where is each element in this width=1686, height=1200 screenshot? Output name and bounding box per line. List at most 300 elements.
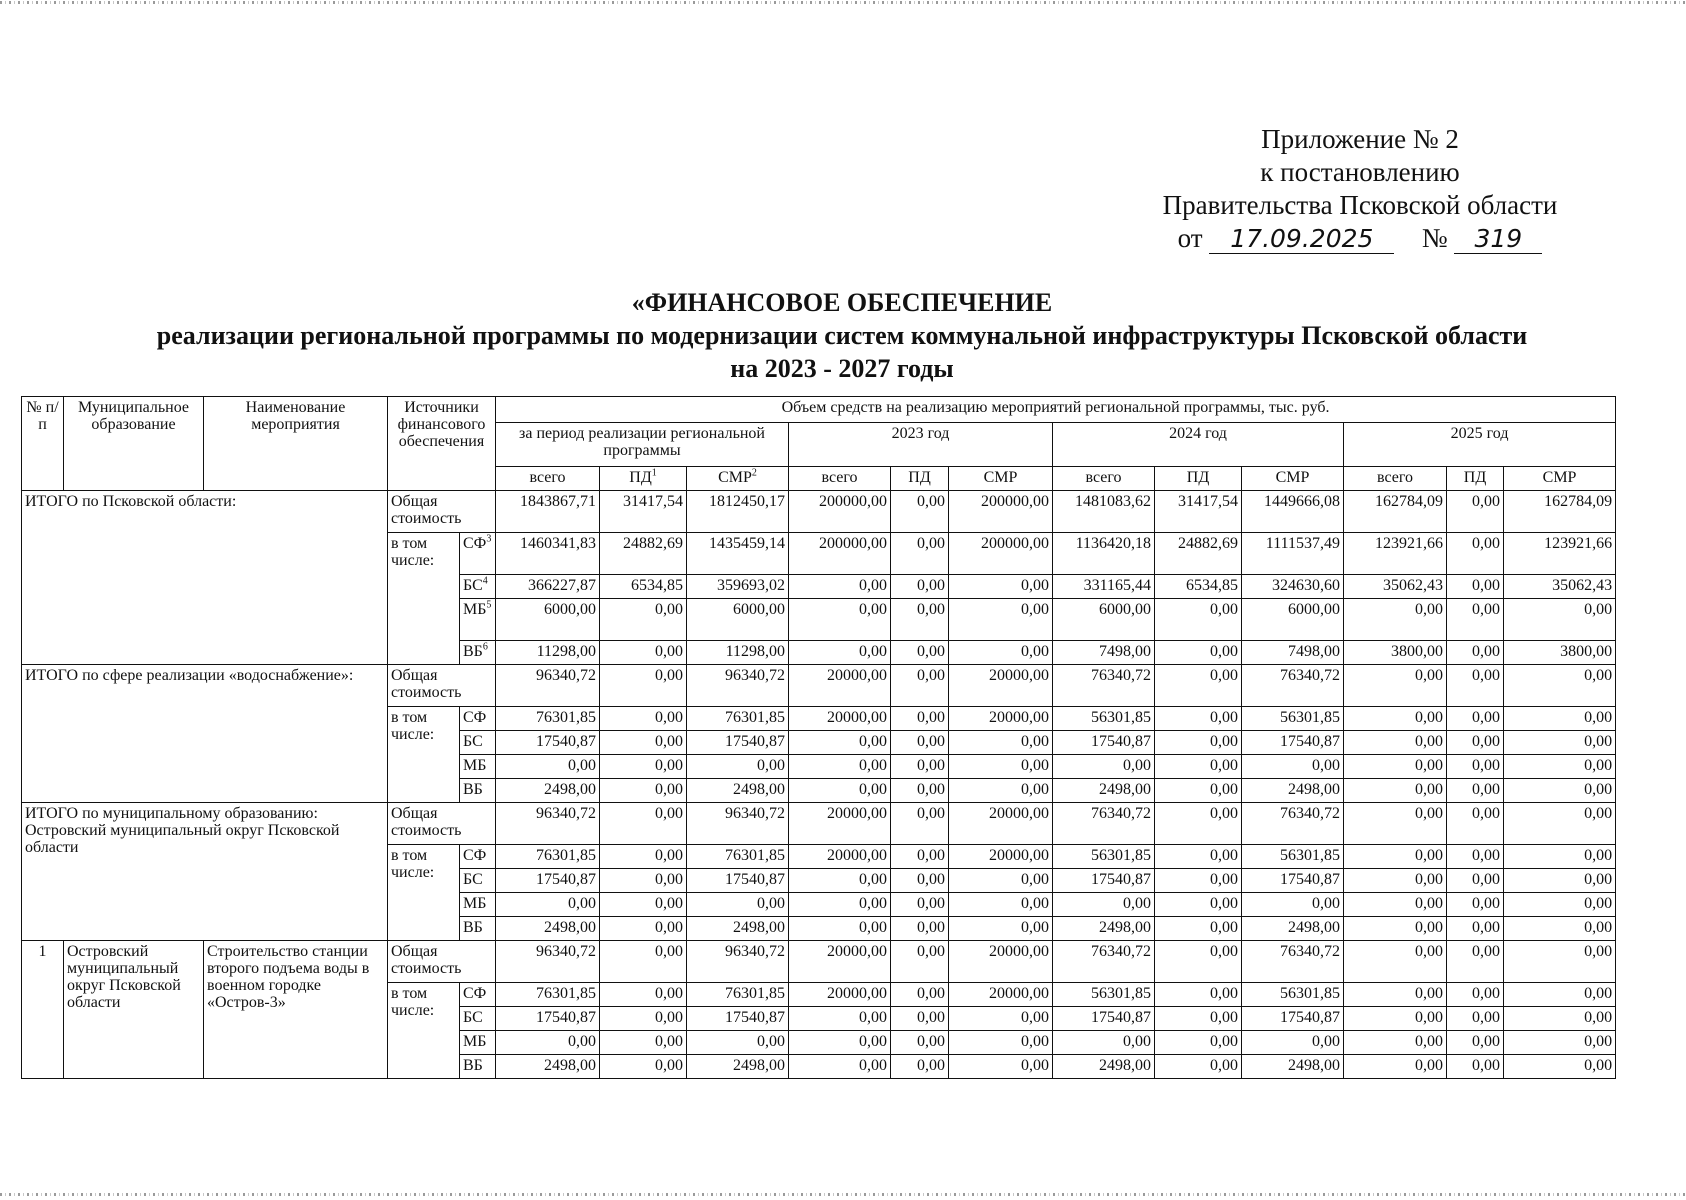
- value-cell: 76301,85: [496, 845, 600, 869]
- value-cell: 0,00: [1155, 803, 1242, 845]
- value-cell: 76340,72: [1242, 803, 1344, 845]
- value-cell: 0,00: [1504, 869, 1616, 893]
- value-cell: 0,00: [600, 803, 687, 845]
- value-cell: 0,00: [1504, 893, 1616, 917]
- value-cell: 7498,00: [1242, 641, 1344, 665]
- value-cell: 0,00: [1504, 599, 1616, 641]
- value-cell: 0,00: [1155, 1007, 1242, 1031]
- value-cell: 0,00: [600, 983, 687, 1007]
- value-cell: 0,00: [1447, 641, 1504, 665]
- value-cell: 0,00: [600, 917, 687, 941]
- header-2023-total: всего: [789, 467, 891, 491]
- value-cell: 76340,72: [1053, 665, 1155, 707]
- source-code: [460, 707, 496, 731]
- value-cell: 0,00: [789, 641, 891, 665]
- value-cell: 0,00: [891, 845, 949, 869]
- value-cell: 0,00: [1053, 755, 1155, 779]
- value-cell: 3800,00: [1504, 641, 1616, 665]
- footnote-marker: 4: [482, 575, 488, 587]
- value-cell: 20000,00: [789, 803, 891, 845]
- value-cell: 0,00: [600, 641, 687, 665]
- including-label: в том числе:: [388, 533, 460, 665]
- value-cell: 0,00: [891, 665, 949, 707]
- source-code: [460, 731, 496, 755]
- value-cell: 0,00: [1344, 1055, 1447, 1079]
- value-cell: 0,00: [1344, 941, 1447, 983]
- header-2025-smr: СМР: [1504, 467, 1616, 491]
- value-cell: 56301,85: [1053, 983, 1155, 1007]
- value-cell: 2498,00: [687, 917, 789, 941]
- scan-edge-bottom: [0, 1193, 1686, 1196]
- value-cell: 0,00: [1344, 755, 1447, 779]
- value-cell: 1812450,17: [687, 491, 789, 533]
- value-cell: 0,00: [891, 599, 949, 641]
- value-cell: 0,00: [1504, 707, 1616, 731]
- value-cell: 0,00: [600, 665, 687, 707]
- source-code: [460, 755, 496, 779]
- value-cell: 0,00: [891, 917, 949, 941]
- value-cell: 0,00: [1447, 1055, 1504, 1079]
- header-2024-smr: СМР: [1242, 467, 1344, 491]
- header-activity: Наименование мероприятия: [204, 397, 388, 491]
- value-cell: 0,00: [949, 731, 1053, 755]
- value-cell: 6000,00: [1242, 599, 1344, 641]
- value-cell: 0,00: [1504, 1055, 1616, 1079]
- section-label: ИТОГО по сфере реализации «водоснабжение»:: [22, 665, 388, 803]
- value-cell: 0,00: [1053, 1031, 1155, 1055]
- value-cell: 0,00: [1344, 599, 1447, 641]
- header-2025-total: всего: [1344, 467, 1447, 491]
- value-cell: 56301,85: [1053, 845, 1155, 869]
- value-cell: 0,00: [1155, 869, 1242, 893]
- value-cell: 0,00: [891, 533, 949, 575]
- source-code: [460, 641, 496, 665]
- value-cell: 0,00: [600, 869, 687, 893]
- value-cell: 76301,85: [496, 983, 600, 1007]
- footnote-marker: 1: [651, 467, 657, 479]
- including-label: в том числе:: [388, 983, 460, 1079]
- value-cell: 17540,87: [1242, 869, 1344, 893]
- value-cell: 17540,87: [496, 869, 600, 893]
- value-cell: 6000,00: [1053, 599, 1155, 641]
- value-cell: 1449666,08: [1242, 491, 1344, 533]
- value-cell: 1481083,62: [1053, 491, 1155, 533]
- value-cell: 20000,00: [949, 665, 1053, 707]
- value-cell: 24882,69: [1155, 533, 1242, 575]
- value-cell: 0,00: [1344, 869, 1447, 893]
- table-row: [22, 665, 1616, 707]
- value-cell: 2498,00: [1053, 779, 1155, 803]
- value-cell: 200000,00: [789, 533, 891, 575]
- value-cell: 0,00: [1344, 983, 1447, 1007]
- value-cell: 56301,85: [1053, 707, 1155, 731]
- source-code-text: СФ: [463, 535, 487, 552]
- date-prefix: от: [1177, 223, 1203, 253]
- value-cell: 35062,43: [1344, 575, 1447, 599]
- header-period-total: всего: [496, 467, 600, 491]
- value-cell: 0,00: [1344, 893, 1447, 917]
- value-cell: 96340,72: [496, 803, 600, 845]
- value-cell: 0,00: [1155, 941, 1242, 983]
- activity-name: Строительство станции второго подъема воды в военном городке «Остров-3»: [204, 941, 388, 1079]
- value-cell: 2498,00: [1242, 917, 1344, 941]
- value-cell: 2498,00: [1053, 917, 1155, 941]
- value-cell: 0,00: [1053, 893, 1155, 917]
- value-cell: 0,00: [1155, 983, 1242, 1007]
- value-cell: 20000,00: [949, 941, 1053, 983]
- value-cell: 11298,00: [687, 641, 789, 665]
- value-cell: 0,00: [1155, 731, 1242, 755]
- section-label: ИТОГО по Псковской области:: [22, 491, 388, 665]
- source-code: [460, 917, 496, 941]
- document-title: [40, 286, 1644, 385]
- scan-edge-top: [0, 1, 1686, 4]
- appendix-line-2: к постановлению: [1260, 157, 1460, 187]
- value-cell: 366227,87: [496, 575, 600, 599]
- value-cell: 0,00: [891, 1031, 949, 1055]
- source-code: [460, 533, 496, 575]
- value-cell: 0,00: [1447, 533, 1504, 575]
- source-code-text: МБ: [463, 895, 487, 912]
- source-code-text: СФ: [463, 985, 487, 1002]
- value-cell: 0,00: [1447, 575, 1504, 599]
- value-cell: 0,00: [600, 779, 687, 803]
- value-cell: 2498,00: [1242, 779, 1344, 803]
- value-cell: 2498,00: [1053, 1055, 1155, 1079]
- value-cell: 0,00: [789, 575, 891, 599]
- value-cell: 0,00: [949, 1031, 1053, 1055]
- source-code: [460, 1007, 496, 1031]
- appendix-line-3: Правительства Псковской области: [1162, 190, 1558, 220]
- value-cell: 0,00: [1344, 779, 1447, 803]
- appendix-block: [1120, 123, 1600, 255]
- value-cell: 0,00: [1155, 665, 1242, 707]
- value-cell: 0,00: [1447, 755, 1504, 779]
- value-cell: 200000,00: [949, 491, 1053, 533]
- value-cell: 0,00: [600, 599, 687, 641]
- value-cell: 0,00: [789, 779, 891, 803]
- source-code-text: ВБ: [463, 643, 483, 660]
- value-cell: 0,00: [949, 599, 1053, 641]
- value-cell: 0,00: [1504, 1007, 1616, 1031]
- header-row-1: [22, 397, 1616, 423]
- value-cell: 0,00: [1504, 755, 1616, 779]
- value-cell: 0,00: [1344, 731, 1447, 755]
- header-period-pd: [600, 467, 687, 491]
- value-cell: 7498,00: [1053, 641, 1155, 665]
- value-cell: 0,00: [1447, 491, 1504, 533]
- value-cell: 0,00: [1447, 803, 1504, 845]
- value-cell: 0,00: [891, 1007, 949, 1031]
- value-cell: 2498,00: [496, 917, 600, 941]
- value-cell: 6534,85: [1155, 575, 1242, 599]
- value-cell: 123921,66: [1344, 533, 1447, 575]
- including-label: в том числе:: [388, 845, 460, 941]
- value-cell: 20000,00: [789, 707, 891, 731]
- value-cell: 0,00: [949, 1007, 1053, 1031]
- value-cell: 0,00: [891, 731, 949, 755]
- value-cell: 162784,09: [1344, 491, 1447, 533]
- value-cell: 0,00: [1504, 665, 1616, 707]
- value-cell: 0,00: [789, 731, 891, 755]
- value-cell: 0,00: [1447, 941, 1504, 983]
- value-cell: 0,00: [1504, 731, 1616, 755]
- value-cell: 0,00: [1155, 779, 1242, 803]
- value-cell: 17540,87: [496, 1007, 600, 1031]
- source-code-text: ВБ: [463, 1057, 483, 1074]
- value-cell: 76340,72: [1053, 941, 1155, 983]
- value-cell: 76301,85: [687, 983, 789, 1007]
- source-code-text: МБ: [463, 601, 487, 618]
- source-code: [460, 779, 496, 803]
- value-cell: 0,00: [687, 1031, 789, 1055]
- municipality-name: Островский муниципальный округ Псковской области: [64, 941, 204, 1079]
- source-code-text: БС: [463, 577, 483, 594]
- value-cell: 0,00: [1155, 845, 1242, 869]
- value-cell: 200000,00: [789, 491, 891, 533]
- source-code-text: ВБ: [463, 919, 483, 936]
- value-cell: 1111537,49: [1242, 533, 1344, 575]
- value-cell: 0,00: [949, 917, 1053, 941]
- value-cell: 76340,72: [1242, 665, 1344, 707]
- value-cell: 0,00: [789, 893, 891, 917]
- header-municipality: Муниципальное образование: [64, 397, 204, 491]
- value-cell: 56301,85: [1242, 983, 1344, 1007]
- value-cell: 0,00: [687, 755, 789, 779]
- value-cell: 0,00: [1447, 869, 1504, 893]
- source-code-text: МБ: [463, 757, 487, 774]
- value-cell: 17540,87: [1053, 1007, 1155, 1031]
- value-cell: 0,00: [1447, 731, 1504, 755]
- including-label: в том числе:: [388, 707, 460, 803]
- financing-table: [21, 396, 1616, 1079]
- source-code-text: БС: [463, 733, 483, 750]
- date-value: 17.09.2025: [1209, 225, 1394, 254]
- value-cell: 0,00: [1242, 893, 1344, 917]
- value-cell: 17540,87: [1242, 731, 1344, 755]
- value-cell: 0,00: [1344, 707, 1447, 731]
- source-total-cost: Общая стоимость: [388, 941, 496, 983]
- value-cell: 0,00: [1504, 983, 1616, 1007]
- value-cell: 0,00: [1504, 803, 1616, 845]
- value-cell: 2498,00: [496, 1055, 600, 1079]
- value-cell: 96340,72: [687, 665, 789, 707]
- footnote-marker: 6: [482, 641, 488, 653]
- appendix-line-1: Приложение № 2: [1261, 124, 1459, 154]
- value-cell: 0,00: [600, 755, 687, 779]
- value-cell: 1460341,83: [496, 533, 600, 575]
- value-cell: 0,00: [789, 1007, 891, 1031]
- value-cell: 0,00: [1447, 599, 1504, 641]
- value-cell: 96340,72: [687, 941, 789, 983]
- value-cell: 24882,69: [600, 533, 687, 575]
- value-cell: 2498,00: [687, 1055, 789, 1079]
- source-total-cost: Общая стоимость: [388, 491, 496, 533]
- value-cell: 1136420,18: [1053, 533, 1155, 575]
- header-2023-pd: ПД: [891, 467, 949, 491]
- source-code-text: СФ: [463, 709, 487, 726]
- header-num: № п/п: [22, 397, 64, 491]
- source-code: [460, 599, 496, 641]
- value-cell: 0,00: [687, 893, 789, 917]
- value-cell: 0,00: [1447, 983, 1504, 1007]
- table-row: [22, 491, 1616, 533]
- value-cell: 35062,43: [1504, 575, 1616, 599]
- source-code: [460, 1055, 496, 1079]
- value-cell: 0,00: [789, 869, 891, 893]
- header-2025-pd: ПД: [1447, 467, 1504, 491]
- value-cell: 0,00: [1447, 665, 1504, 707]
- value-cell: 1435459,14: [687, 533, 789, 575]
- value-cell: 0,00: [891, 707, 949, 731]
- header-sources: Источники финансового обеспечения: [388, 397, 496, 491]
- value-cell: 0,00: [891, 893, 949, 917]
- value-cell: 0,00: [600, 893, 687, 917]
- value-cell: 0,00: [1504, 845, 1616, 869]
- value-cell: 31417,54: [600, 491, 687, 533]
- value-cell: 123921,66: [1504, 533, 1616, 575]
- value-cell: 0,00: [496, 1031, 600, 1055]
- header-period: за период реализации региональной программы: [496, 423, 789, 467]
- source-code: [460, 575, 496, 599]
- value-cell: 76301,85: [687, 707, 789, 731]
- source-code: [460, 983, 496, 1007]
- value-cell: 0,00: [1155, 917, 1242, 941]
- header-volume: Объем средств на реализацию мероприятий региональной программы, тыс. руб.: [496, 397, 1616, 423]
- value-cell: 0,00: [789, 1031, 891, 1055]
- source-code-text: БС: [463, 871, 483, 888]
- source-code-text: ВБ: [463, 781, 483, 798]
- value-cell: 359693,02: [687, 575, 789, 599]
- value-cell: 0,00: [949, 641, 1053, 665]
- value-cell: 0,00: [1155, 893, 1242, 917]
- value-cell: 0,00: [949, 869, 1053, 893]
- source-code: [460, 845, 496, 869]
- value-cell: 0,00: [1155, 755, 1242, 779]
- value-cell: 1843867,71: [496, 491, 600, 533]
- value-cell: 0,00: [891, 803, 949, 845]
- value-cell: 76340,72: [1242, 941, 1344, 983]
- value-cell: 0,00: [1447, 917, 1504, 941]
- value-cell: 331165,44: [1053, 575, 1155, 599]
- row-number: 1: [22, 941, 64, 1079]
- value-cell: 0,00: [1504, 941, 1616, 983]
- value-cell: 76301,85: [687, 845, 789, 869]
- value-cell: 0,00: [1447, 1031, 1504, 1055]
- value-cell: 0,00: [1504, 1031, 1616, 1055]
- value-cell: 17540,87: [1053, 731, 1155, 755]
- value-cell: 3800,00: [1344, 641, 1447, 665]
- value-cell: 324630,60: [1242, 575, 1344, 599]
- value-cell: 0,00: [1344, 845, 1447, 869]
- source-code-text: БС: [463, 1009, 483, 1026]
- value-cell: 2498,00: [496, 779, 600, 803]
- value-cell: 0,00: [891, 641, 949, 665]
- header-2023-smr: СМР: [949, 467, 1053, 491]
- value-cell: 0,00: [949, 575, 1053, 599]
- header-2024: 2024 год: [1053, 423, 1344, 467]
- footnote-marker: 5: [486, 599, 492, 611]
- value-cell: 0,00: [600, 1031, 687, 1055]
- value-cell: 17540,87: [1242, 1007, 1344, 1031]
- value-cell: 0,00: [789, 917, 891, 941]
- value-cell: 0,00: [1447, 707, 1504, 731]
- value-cell: 0,00: [1447, 893, 1504, 917]
- header-2024-total: всего: [1053, 467, 1155, 491]
- title-line-2: реализации региональной программы по модернизации систем коммунальной инфраструктуры Псковской области: [156, 321, 1528, 350]
- value-cell: 0,00: [1504, 917, 1616, 941]
- value-cell: 0,00: [1155, 1031, 1242, 1055]
- header-2023: 2023 год: [789, 423, 1053, 467]
- value-cell: 0,00: [1447, 779, 1504, 803]
- value-cell: 0,00: [1344, 803, 1447, 845]
- value-cell: 17540,87: [1053, 869, 1155, 893]
- value-cell: 0,00: [949, 755, 1053, 779]
- value-cell: 0,00: [949, 893, 1053, 917]
- source-total-cost: Общая стоимость: [388, 665, 496, 707]
- source-total-cost: Общая стоимость: [388, 803, 496, 845]
- value-cell: 20000,00: [949, 707, 1053, 731]
- value-cell: 0,00: [1344, 665, 1447, 707]
- value-cell: 20000,00: [789, 941, 891, 983]
- value-cell: 0,00: [1242, 755, 1344, 779]
- footnote-marker: 3: [486, 533, 492, 545]
- table-row: [22, 941, 1616, 983]
- value-cell: 20000,00: [789, 983, 891, 1007]
- value-cell: 0,00: [891, 575, 949, 599]
- value-cell: 0,00: [1504, 779, 1616, 803]
- value-cell: 2498,00: [687, 779, 789, 803]
- value-cell: 0,00: [1155, 707, 1242, 731]
- appendix-date-line: [1120, 222, 1600, 255]
- value-cell: 0,00: [891, 1055, 949, 1079]
- value-cell: 76340,72: [1053, 803, 1155, 845]
- value-cell: 0,00: [1447, 845, 1504, 869]
- header-2024-pd: ПД: [1155, 467, 1242, 491]
- value-cell: 0,00: [1155, 641, 1242, 665]
- value-cell: 0,00: [891, 755, 949, 779]
- value-cell: 11298,00: [496, 641, 600, 665]
- value-cell: 0,00: [789, 599, 891, 641]
- source-code: [460, 869, 496, 893]
- value-cell: 96340,72: [496, 941, 600, 983]
- value-cell: 162784,09: [1504, 491, 1616, 533]
- value-cell: 0,00: [789, 755, 891, 779]
- value-cell: 0,00: [1344, 1007, 1447, 1031]
- value-cell: 0,00: [1155, 599, 1242, 641]
- value-cell: 0,00: [496, 755, 600, 779]
- value-cell: 0,00: [600, 731, 687, 755]
- value-cell: 0,00: [1242, 1031, 1344, 1055]
- value-cell: 0,00: [600, 1055, 687, 1079]
- value-cell: 20000,00: [789, 665, 891, 707]
- footnote-marker: 2: [751, 467, 757, 479]
- value-cell: 0,00: [1447, 1007, 1504, 1031]
- value-cell: 76301,85: [496, 707, 600, 731]
- table-row: [22, 803, 1616, 845]
- value-cell: 0,00: [891, 491, 949, 533]
- value-cell: 56301,85: [1242, 707, 1344, 731]
- value-cell: 6000,00: [496, 599, 600, 641]
- value-cell: 17540,87: [687, 1007, 789, 1031]
- value-cell: 0,00: [1344, 1031, 1447, 1055]
- number-value: 319: [1454, 225, 1542, 254]
- value-cell: 0,00: [600, 941, 687, 983]
- value-cell: 0,00: [949, 779, 1053, 803]
- value-cell: 20000,00: [789, 845, 891, 869]
- value-cell: 0,00: [1155, 1055, 1242, 1079]
- value-cell: 0,00: [496, 893, 600, 917]
